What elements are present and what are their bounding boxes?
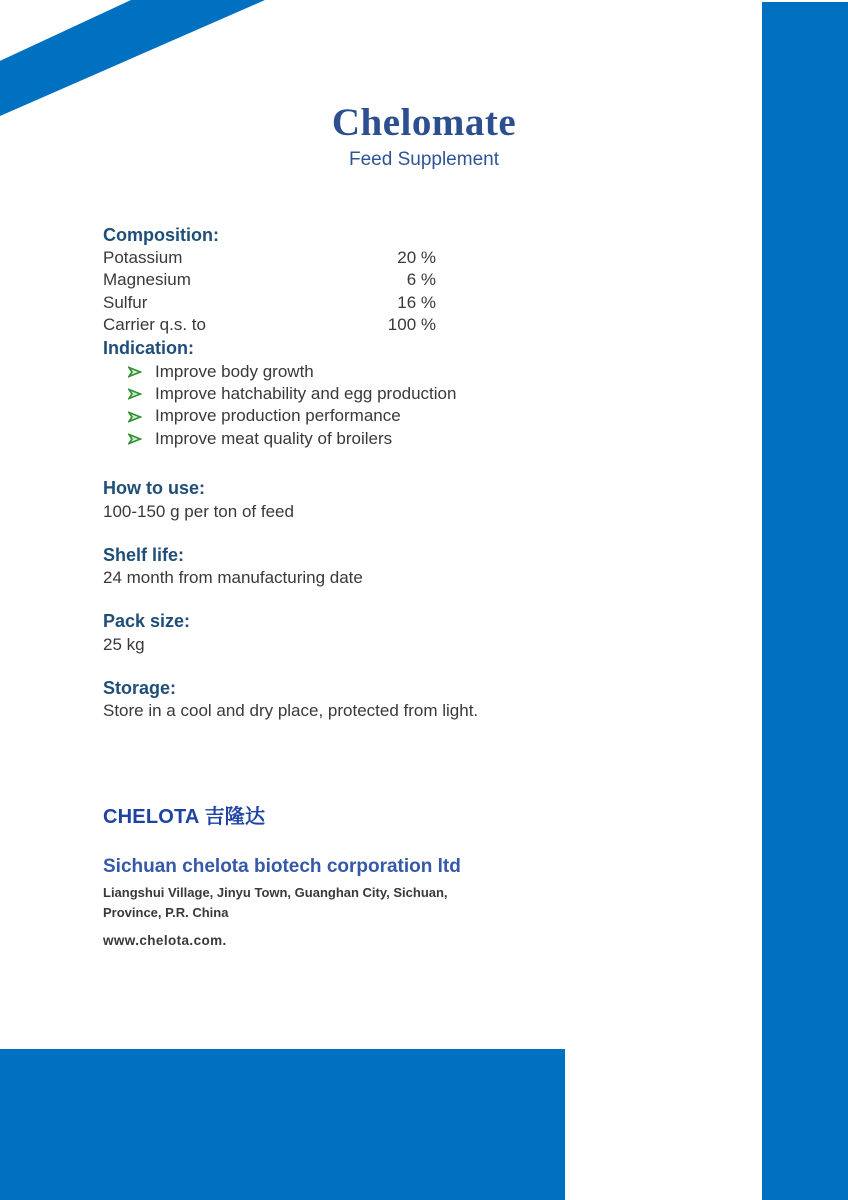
logo-latin-text: CHELOTA — [103, 806, 199, 829]
bullet-arrow-icon — [128, 433, 142, 445]
storage-body: Store in a cool and dry place, protected from light. — [103, 701, 479, 721]
address-line-2: Province, P.R. China — [103, 904, 229, 920]
how-to-use-heading: How to use: — [103, 478, 205, 499]
ingredient-value: 6 % — [406, 270, 436, 290]
bullet-arrow-icon — [128, 388, 142, 400]
table-row — [103, 247, 436, 269]
document-body — [103, 223, 523, 948]
storage-section — [103, 677, 523, 723]
table-row — [103, 292, 436, 314]
table-row — [103, 269, 436, 291]
document-header — [0, 102, 848, 171]
logo-cjk-text: 吉隆达 — [204, 806, 266, 829]
list-item-label: Improve production performance — [155, 406, 401, 426]
list-item — [103, 383, 523, 405]
ingredient-value: 16 % — [397, 292, 436, 312]
company-website: www.chelota.com. — [103, 933, 227, 949]
list-item-label: Improve hatchability and egg production — [155, 384, 457, 404]
list-item-label: Improve meat quality of broilers — [155, 428, 393, 448]
composition-heading: Composition: — [103, 225, 219, 245]
list-item — [103, 361, 523, 383]
ingredient-label: Magnesium — [103, 270, 191, 290]
bottom-banner-rect — [0, 1049, 565, 1200]
company-address — [103, 883, 523, 922]
product-subtitle: Feed Supplement — [349, 149, 499, 170]
pack-size-section — [103, 610, 523, 656]
shelf-life-heading: Shelf life: — [103, 544, 185, 565]
company-footer — [103, 805, 523, 948]
right-banner-bar — [762, 2, 848, 1200]
pack-size-body: 25 kg — [103, 634, 145, 654]
composition-section — [103, 223, 523, 337]
usage-sections — [103, 477, 523, 722]
table-row — [103, 314, 436, 336]
storage-heading: Storage: — [103, 677, 177, 698]
pack-size-heading: Pack size: — [103, 611, 191, 632]
list-item — [103, 405, 523, 427]
ingredient-label: Carrier q.s. to — [103, 315, 206, 335]
list-item-label: Improve body growth — [155, 361, 314, 381]
composition-table — [103, 247, 436, 337]
shelf-life-body: 24 month from manufacturing date — [103, 568, 363, 588]
product-title: Chelomate — [331, 101, 517, 144]
ingredient-label: Sulfur — [103, 292, 148, 312]
how-to-use-body: 100-150 g per ton of feed — [103, 501, 294, 521]
top-left-banner-shape — [0, 0, 265, 116]
indication-heading: Indication: — [103, 337, 194, 358]
list-item — [103, 428, 523, 450]
chelota-logo — [103, 805, 523, 829]
bullet-arrow-icon — [128, 411, 142, 423]
ingredient-label: Potassium — [103, 248, 183, 267]
indication-section — [103, 337, 523, 451]
ingredient-value: 20 % — [397, 248, 436, 267]
indication-list — [103, 361, 523, 451]
company-name: Sichuan chelota biotech corporation ltd — [103, 856, 461, 878]
ingredient-value: 100 % — [387, 315, 436, 335]
address-line-1: Liangshui Village, Jinyu Town, Guanghan City, Sichuan, — [103, 885, 448, 901]
bullet-arrow-icon — [128, 366, 142, 378]
how-to-use-section — [103, 477, 523, 523]
shelf-life-section — [103, 544, 523, 590]
